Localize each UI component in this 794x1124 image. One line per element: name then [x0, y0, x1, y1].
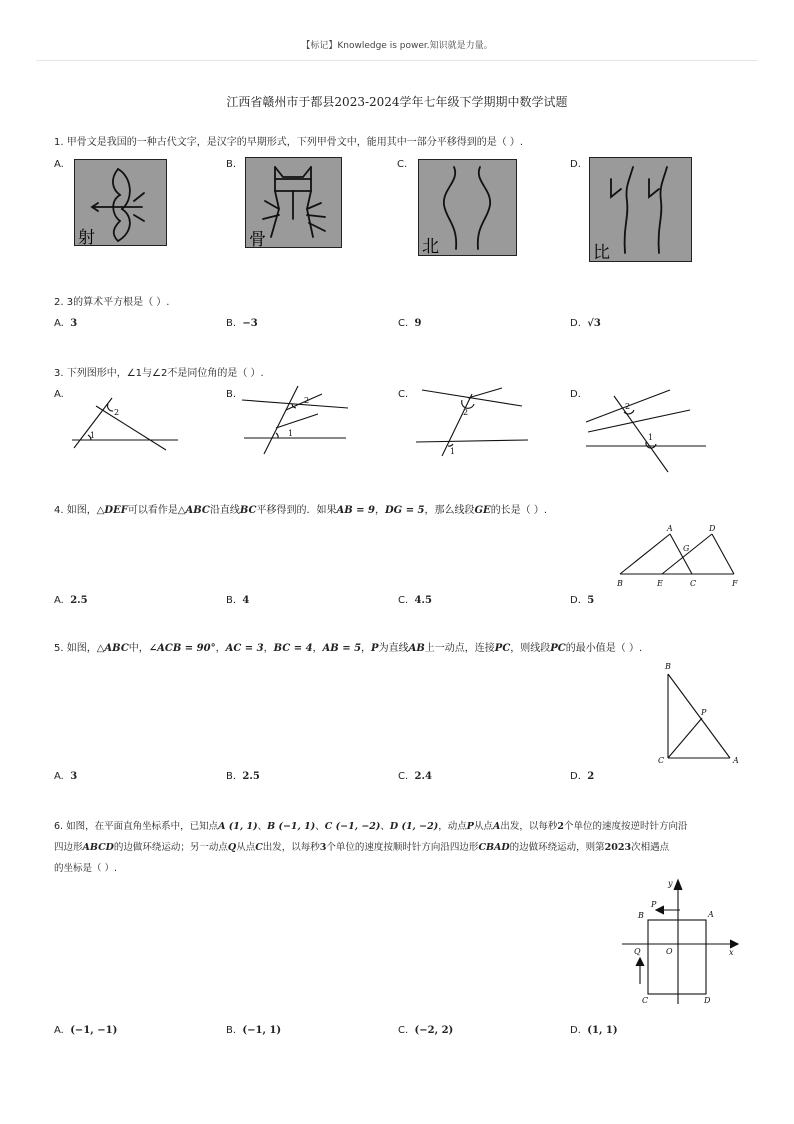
question-2-stem: 2. 3的算术平方根是（ ）. [54, 297, 170, 308]
q4-option-a[interactable] [54, 595, 88, 606]
header-divider [36, 60, 758, 61]
q4-stem-math: GE [474, 505, 491, 516]
q2-option-c-value: 9 [414, 318, 422, 329]
q6-label-y-axis: y [668, 879, 673, 888]
q1-option-b-image [245, 157, 342, 248]
q4-option-b[interactable] [226, 595, 249, 606]
q6-text: 四边形 [54, 842, 83, 853]
q6-label-p: P [651, 900, 657, 909]
question-6-line-3: 的坐标是（ ）. [54, 863, 118, 874]
q6-text: 、 [380, 821, 390, 832]
q6-math: ABCD [82, 842, 114, 853]
q6-math: P [466, 821, 474, 832]
q6-math: C [255, 842, 263, 853]
q4-option-d-letter: D. [570, 595, 581, 606]
q3-option-b-letter: B. [226, 389, 237, 400]
q6-text: 的边做环绕运动；另一动点 [113, 842, 228, 853]
q6-option-a[interactable] [54, 1025, 117, 1036]
q4-stem-math: DG = 5 [385, 505, 425, 516]
q6-math: A (1, 1) [218, 821, 258, 832]
q2-option-b-letter: B. [226, 318, 237, 329]
q4-option-b-value: 4 [242, 595, 250, 606]
q1-option-a-letter: A. [54, 159, 64, 170]
q5-stem-math: BC = 4 [273, 643, 313, 654]
q4-option-c-value: 4.5 [414, 595, 432, 606]
q5-stem-text: 上一动点，连接 [424, 643, 495, 654]
q6-text: 从点 [473, 821, 493, 832]
q1-option-a-char: 射 [78, 228, 95, 246]
q6-option-b[interactable] [226, 1025, 281, 1036]
q6-text: 从点 [236, 842, 256, 853]
q2-option-c[interactable] [398, 318, 422, 329]
q4-stem-text: ， [375, 505, 385, 516]
q1-option-c-char: 北 [422, 237, 439, 256]
q2-option-c-letter: C. [398, 318, 409, 329]
q5-option-b-letter: B. [226, 771, 237, 782]
q6-option-b-value: (−1, 1) [242, 1025, 282, 1036]
q1-option-d-char: 比 [593, 243, 610, 262]
q6-label-origin: O [666, 947, 673, 956]
q5-stem-text: 5. 如图， [54, 643, 97, 654]
q4-label-c: C [690, 579, 697, 588]
q4-label-g: G [683, 544, 690, 553]
q2-option-d[interactable] [570, 318, 601, 329]
q4-stem-text: 平移得到的．如果 [256, 505, 337, 516]
q6-text: 、 [315, 821, 325, 832]
q6-text: 个单位的速度按顺时针方向沿四边形 [326, 842, 479, 853]
q6-option-a-value: (−1, −1) [70, 1025, 118, 1036]
q1-option-d-image [589, 157, 692, 262]
q2-option-d-letter: D. [570, 318, 581, 329]
question-5-stem [54, 642, 642, 656]
q3-c-angle-2: 2 [463, 408, 469, 417]
q5-stem-math: P [371, 643, 379, 654]
q4-label-d: D [709, 524, 716, 533]
q5-option-d[interactable] [570, 771, 594, 782]
q4-label-a: A [667, 524, 673, 533]
q3-a-angle-1: 1 [90, 431, 96, 440]
q6-math: 2 [557, 821, 564, 832]
q6-text: 出发，以每秒 [500, 821, 558, 832]
q5-stem-math: AB [408, 643, 425, 654]
q4-label-f: F [732, 579, 738, 588]
question-6-line-1 [54, 820, 687, 834]
page-title: 江西省赣州市于都县2023-2024学年七年级下学期期中数学试题 [226, 95, 568, 109]
q5-stem-text: ， [361, 643, 372, 654]
q4-option-c-letter: C. [398, 595, 409, 606]
q6-math: D (1, −2) [389, 821, 439, 832]
q3-d-angle-2: 2 [625, 402, 631, 411]
question-1-stem: 1. 甲骨文是我国的一种古代文字，是汉字的早期形式，下列甲骨文中，能用其中一部分平移得到的是（ ）. [54, 137, 524, 148]
q4-option-d[interactable] [570, 595, 594, 606]
q3-option-a-figure [68, 392, 183, 454]
q5-stem-text: ， [312, 643, 323, 654]
q2-option-a-letter: A. [54, 318, 64, 329]
q6-text: 的边做环绕运动，则第 [509, 842, 605, 853]
q3-c-angle-1: 1 [450, 447, 456, 456]
q4-figure [612, 522, 742, 592]
q5-label-a: A [733, 756, 739, 765]
q5-stem-math: PC [494, 643, 511, 654]
q2-option-d-value: √3 [587, 318, 601, 329]
q6-label-x-axis: x [729, 948, 734, 957]
q5-stem-text: ， [215, 643, 226, 654]
q5-stem-math: △ABC [96, 643, 129, 654]
q1-option-c-image [418, 159, 517, 256]
q5-stem-text: 中， [128, 643, 149, 654]
q6-math: 3 [319, 842, 327, 853]
q6-coordinate-figure [618, 876, 746, 1010]
q5-stem-math: ∠ACB = 90° [148, 643, 216, 654]
q6-option-c-value: (−2, 2) [414, 1025, 454, 1036]
question-3-stem: 3. 下列图形中，∠1与∠2不是同位角的是（ ）. [54, 368, 264, 379]
q4-stem-text: 沿直线 [209, 505, 240, 516]
q3-b-angle-1: 1 [288, 429, 294, 438]
q5-stem-text: ，则线段 [510, 643, 551, 654]
q4-stem-text: ，那么线段 [424, 505, 475, 516]
q6-label-c: C [642, 996, 649, 1005]
q5-option-c[interactable] [398, 771, 432, 782]
q6-math: 2023 [604, 842, 632, 853]
q4-option-b-letter: B. [226, 595, 237, 606]
q4-stem-math: AB = 9 [336, 505, 375, 516]
q3-option-b-figure [240, 384, 350, 456]
q6-text: 出发，以每秒 [262, 842, 320, 853]
q6-text: 次相遇点 [631, 842, 670, 853]
q5-option-a-letter: A. [54, 771, 64, 782]
q6-math: Q [227, 842, 237, 853]
q3-option-c-letter: C. [398, 389, 409, 400]
q5-stem-math: AB = 5 [322, 643, 362, 654]
q5-stem-text: 为直线 [378, 643, 409, 654]
q6-label-a: A [708, 910, 714, 919]
q6-text: 、 [257, 821, 268, 832]
q5-figure [652, 660, 744, 770]
q6-label-d: D [704, 996, 711, 1005]
q5-label-c: C [658, 756, 665, 765]
q5-option-a-value: 3 [70, 771, 78, 782]
q5-stem-text: ， [263, 643, 274, 654]
q6-option-c-letter: C. [398, 1025, 409, 1036]
q6-math: B (−1, 1) [267, 821, 316, 832]
q4-option-a-letter: A. [54, 595, 64, 606]
q6-text: ，动点 [438, 821, 467, 832]
q6-option-d[interactable] [570, 1025, 618, 1036]
q4-option-d-value: 5 [587, 595, 595, 606]
q5-option-a[interactable] [54, 771, 77, 782]
q2-option-b[interactable] [226, 318, 258, 329]
q4-option-a-value: 2.5 [70, 595, 88, 606]
q5-stem-math: AC = 3 [225, 643, 264, 654]
q5-label-b: B [665, 662, 671, 671]
q4-stem-math: BC [239, 505, 257, 516]
q3-b-angle-2: 2 [304, 396, 310, 405]
q5-stem-text: 的最小值是（ ）. [565, 643, 643, 654]
q6-math: A [492, 821, 501, 832]
q6-text: 个单位的速度按逆时针方向沿 [563, 821, 688, 832]
q6-label-b: B [638, 911, 644, 920]
q6-option-c[interactable] [398, 1025, 453, 1036]
q1-option-c-letter: C. [397, 159, 408, 170]
q2-option-a[interactable] [54, 318, 77, 329]
q6-option-b-letter: B. [226, 1025, 237, 1036]
q5-option-b[interactable] [226, 771, 260, 782]
q3-option-c-figure [412, 386, 530, 458]
q4-stem-math: △DEF [96, 505, 128, 516]
q3-a-angle-2: 2 [114, 408, 120, 417]
q3-d-angle-1: 1 [648, 433, 654, 442]
q2-option-b-value: −3 [242, 318, 258, 329]
q3-option-d-figure [584, 386, 708, 474]
q4-stem-text: 可以看作是 [127, 505, 178, 516]
q2-option-a-value: 3 [70, 318, 78, 329]
q1-option-b-char: 骨 [249, 230, 266, 248]
q6-label-q: Q [634, 947, 641, 956]
q6-text: 6. 如图，在平面直角坐标系中，已知点 [54, 821, 219, 832]
header-note: 【标记】Knowledge is power.知识就是力量。 [301, 41, 493, 51]
question-6-line-2 [54, 841, 669, 855]
q5-option-d-value: 2 [587, 771, 595, 782]
q6-option-a-letter: A. [54, 1025, 64, 1036]
q4-stem-math: △ABC [177, 505, 210, 516]
q5-stem-math: PC [550, 643, 566, 654]
q5-option-c-value: 2.4 [414, 771, 432, 782]
q6-math: CBAD [478, 842, 510, 853]
q1-option-a-image [74, 159, 167, 246]
q6-option-d-letter: D. [570, 1025, 581, 1036]
q5-option-d-letter: D. [570, 771, 581, 782]
q6-option-d-value: (1, 1) [587, 1025, 618, 1036]
q4-stem-text: 4. 如图， [54, 505, 97, 516]
q4-label-b: B [617, 579, 623, 588]
q5-option-b-value: 2.5 [242, 771, 260, 782]
q4-label-e: E [657, 579, 663, 588]
q1-option-b-letter: B. [226, 159, 237, 170]
q5-option-c-letter: C. [398, 771, 409, 782]
q4-stem-text: 的长是（ ）. [490, 505, 548, 516]
question-4-stem [54, 504, 547, 518]
q5-label-p: P [701, 708, 707, 717]
q3-option-d-letter: D. [570, 389, 581, 400]
q1-option-d-letter: D. [570, 159, 581, 170]
q3-option-a-letter: A. [54, 389, 64, 400]
q6-math: C (−1, −2) [324, 821, 381, 832]
q4-option-c[interactable] [398, 595, 432, 606]
